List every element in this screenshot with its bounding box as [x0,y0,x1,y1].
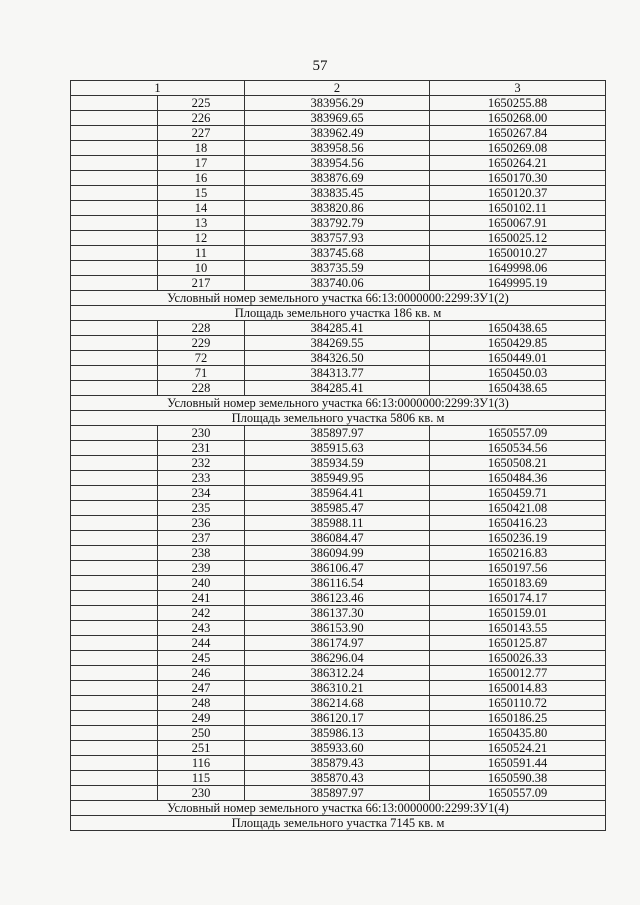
parcel-area-row [71,816,606,831]
point-number: 71 [158,366,245,381]
coordinate-y: 1650534.56 [430,441,606,456]
table-row [71,366,606,381]
faded-cell [71,666,158,681]
point-number: 239 [158,561,245,576]
faded-cell [71,501,158,516]
coordinate-x: 383956.29 [245,96,430,111]
table-row [71,771,606,786]
table-row [71,171,606,186]
table-row [71,531,606,546]
coordinate-x: 383876.69 [245,171,430,186]
faded-cell [71,111,158,126]
faded-cell [71,696,158,711]
table-row [71,96,606,111]
coordinate-y: 1649998.06 [430,261,606,276]
parcel-area-row [71,306,606,321]
coordinate-x: 383969.65 [245,111,430,126]
point-number: 250 [158,726,245,741]
point-number: 251 [158,741,245,756]
point-number: 228 [158,381,245,396]
point-number: 232 [158,456,245,471]
parcel-area: Площадь земельного участка 186 кв. м [71,306,606,321]
table-row [71,561,606,576]
coordinate-x: 383757.93 [245,231,430,246]
point-number: 242 [158,606,245,621]
coordinate-y: 1650110.72 [430,696,606,711]
point-number: 235 [158,501,245,516]
point-number: 237 [158,531,245,546]
coordinate-x: 383954.56 [245,156,430,171]
table-row [71,591,606,606]
faded-cell [71,96,158,111]
coordinate-x: 385915.63 [245,441,430,456]
table-row [71,576,606,591]
coordinate-y: 1650125.87 [430,636,606,651]
faded-cell [71,606,158,621]
coordinate-x: 386116.54 [245,576,430,591]
coordinate-x: 385870.43 [245,771,430,786]
table-row [71,471,606,486]
faded-cell [71,141,158,156]
coordinate-x: 386153.90 [245,621,430,636]
coordinate-x: 384313.77 [245,366,430,381]
coordinate-y: 1650067.91 [430,216,606,231]
faded-cell [71,771,158,786]
coordinate-x: 383735.59 [245,261,430,276]
coordinate-y: 1650429.85 [430,336,606,351]
point-number: 16 [158,171,245,186]
faded-cell [71,621,158,636]
coordinate-x: 386312.24 [245,666,430,681]
point-number: 17 [158,156,245,171]
table-row [71,351,606,366]
faded-cell [71,336,158,351]
coordinate-x: 385988.11 [245,516,430,531]
faded-cell [71,576,158,591]
parcel-title: Условный номер земельного участка 66:13:0000000:2299:ЗУ1(4) [71,801,606,816]
parcel-title: Условный номер земельного участка 66:13:0000000:2299:ЗУ1(3) [71,396,606,411]
parcel-title-row [71,291,606,306]
faded-cell [71,591,158,606]
faded-cell [71,186,158,201]
faded-cell [71,516,158,531]
faded-cell [71,381,158,396]
coordinate-y: 1650014.83 [430,681,606,696]
table-row [71,741,606,756]
coordinate-x: 384269.55 [245,336,430,351]
coordinate-y: 1650255.88 [430,96,606,111]
parcel-title-row [71,396,606,411]
coordinate-y: 1650216.83 [430,546,606,561]
coordinate-y: 1650183.69 [430,576,606,591]
coordinate-x: 383740.06 [245,276,430,291]
coordinate-x: 385985.47 [245,501,430,516]
coordinate-x: 386137.30 [245,606,430,621]
table-row [71,426,606,441]
coordinate-y: 1650459.71 [430,486,606,501]
coordinate-y: 1650416.23 [430,516,606,531]
header-col-3: 3 [430,81,606,96]
coordinate-x: 386174.97 [245,636,430,651]
table-row [71,651,606,666]
parcel-title: Условный номер земельного участка 66:13:0000000:2299:ЗУ1(2) [71,291,606,306]
coordinate-y: 1650508.21 [430,456,606,471]
faded-cell [71,681,158,696]
faded-cell [71,561,158,576]
table-row [71,621,606,636]
point-number: 228 [158,321,245,336]
table-row [71,321,606,336]
parcel-area-row [71,411,606,426]
faded-cell [71,366,158,381]
coordinate-y: 1650025.12 [430,231,606,246]
table-row [71,636,606,651]
coordinate-y: 1650186.25 [430,711,606,726]
faded-cell [71,441,158,456]
table-row [71,186,606,201]
coordinate-x: 385986.13 [245,726,430,741]
coordinate-x: 384285.41 [245,321,430,336]
coordinate-x: 385933.60 [245,741,430,756]
coordinate-y: 1650557.09 [430,426,606,441]
point-number: 247 [158,681,245,696]
coordinate-y: 1650264.21 [430,156,606,171]
faded-cell [71,741,158,756]
faded-cell [71,546,158,561]
point-number: 249 [158,711,245,726]
table-row [71,381,606,396]
point-number: 230 [158,426,245,441]
faded-cell [71,321,158,336]
faded-cell [71,636,158,651]
coordinate-y: 1650591.44 [430,756,606,771]
coordinate-y: 1650236.19 [430,531,606,546]
point-number: 10 [158,261,245,276]
coordinate-x: 386214.68 [245,696,430,711]
faded-cell [71,201,158,216]
point-number: 13 [158,216,245,231]
faded-cell [71,756,158,771]
coordinate-y: 1650268.00 [430,111,606,126]
faded-cell [71,261,158,276]
table-row [71,456,606,471]
table-row [71,201,606,216]
point-number: 15 [158,186,245,201]
coordinate-y: 1650026.33 [430,651,606,666]
faded-cell [71,651,158,666]
point-number: 240 [158,576,245,591]
faded-cell [71,426,158,441]
faded-cell [71,171,158,186]
point-number: 11 [158,246,245,261]
table-row [71,126,606,141]
faded-cell [71,471,158,486]
table-row [71,516,606,531]
coordinate-y: 1650438.65 [430,381,606,396]
faded-cell [71,156,158,171]
coordinate-y: 1650102.11 [430,201,606,216]
point-number: 238 [158,546,245,561]
faded-cell [71,711,158,726]
faded-cell [71,216,158,231]
coordinate-x: 385934.59 [245,456,430,471]
point-number: 241 [158,591,245,606]
faded-cell [71,246,158,261]
coordinate-y: 1650143.55 [430,621,606,636]
table-row [71,231,606,246]
coordinate-y: 1650557.09 [430,786,606,801]
faded-cell [71,786,158,801]
coordinate-x: 386094.99 [245,546,430,561]
point-number: 225 [158,96,245,111]
coordinate-x: 386310.21 [245,681,430,696]
point-number: 229 [158,336,245,351]
coordinate-y: 1650590.38 [430,771,606,786]
table-row [71,111,606,126]
coordinate-y: 1650159.01 [430,606,606,621]
table-row [71,216,606,231]
faded-cell [71,231,158,246]
table-row [71,756,606,771]
faded-cell [71,351,158,366]
point-number: 243 [158,621,245,636]
coordinate-y: 1650438.65 [430,321,606,336]
point-number: 248 [158,696,245,711]
point-number: 233 [158,471,245,486]
faded-cell [71,126,158,141]
point-number: 18 [158,141,245,156]
table-row [71,681,606,696]
coordinate-x: 384326.50 [245,351,430,366]
parcel-title-row [71,801,606,816]
point-number: 236 [158,516,245,531]
coordinate-y: 1650435.80 [430,726,606,741]
point-number: 226 [158,111,245,126]
table-row [71,696,606,711]
coordinate-x: 386120.17 [245,711,430,726]
table-row [71,261,606,276]
point-number: 227 [158,126,245,141]
table-row [71,486,606,501]
coordinate-x: 385879.43 [245,756,430,771]
table-row [71,276,606,291]
page-number: 57 [312,58,328,74]
coordinate-x: 386123.46 [245,591,430,606]
header-row [71,81,606,96]
table-row [71,501,606,516]
table-row [71,606,606,621]
coordinate-x: 383958.56 [245,141,430,156]
point-number: 231 [158,441,245,456]
point-number: 115 [158,771,245,786]
header-col-1: 1 [71,81,245,96]
table-row [71,786,606,801]
coordinate-x: 385897.97 [245,786,430,801]
coordinate-y: 1650174.17 [430,591,606,606]
coordinate-y: 1650450.03 [430,366,606,381]
table-row [71,666,606,681]
coordinate-x: 385964.41 [245,486,430,501]
faded-cell [71,486,158,501]
coordinate-x: 383835.45 [245,186,430,201]
coordinate-x: 383820.86 [245,201,430,216]
table-row [71,726,606,741]
coordinate-x: 386084.47 [245,531,430,546]
point-number: 246 [158,666,245,681]
coordinate-y: 1650197.56 [430,561,606,576]
point-number: 245 [158,651,245,666]
coordinate-y: 1650269.08 [430,141,606,156]
coordinate-y: 1650010.27 [430,246,606,261]
point-number: 72 [158,351,245,366]
point-number: 244 [158,636,245,651]
point-number: 230 [158,786,245,801]
table-row [71,246,606,261]
table-row [71,156,606,171]
coordinate-x: 385897.97 [245,426,430,441]
coordinate-y: 1650421.08 [430,501,606,516]
coordinate-y: 1649995.19 [430,276,606,291]
point-number: 234 [158,486,245,501]
coordinate-y: 1650524.21 [430,741,606,756]
coordinate-y: 1650120.37 [430,186,606,201]
coordinate-y: 1650449.01 [430,351,606,366]
table-row [71,546,606,561]
coordinate-y: 1650267.84 [430,126,606,141]
coordinate-x: 383962.49 [245,126,430,141]
table-row [71,336,606,351]
table-row [71,441,606,456]
header-col-2: 2 [245,81,430,96]
point-number: 116 [158,756,245,771]
point-number: 12 [158,231,245,246]
coordinates-table [70,80,606,831]
coordinate-y: 1650170.30 [430,171,606,186]
coordinate-x: 386106.47 [245,561,430,576]
table-row [71,711,606,726]
coordinate-x: 385949.95 [245,471,430,486]
parcel-area: Площадь земельного участка 5806 кв. м [71,411,606,426]
coordinate-x: 384285.41 [245,381,430,396]
coordinate-x: 386296.04 [245,651,430,666]
point-number: 217 [158,276,245,291]
parcel-area: Площадь земельного участка 7145 кв. м [71,816,606,831]
faded-cell [71,531,158,546]
coordinate-y: 1650484.36 [430,471,606,486]
faded-cell [71,276,158,291]
point-number: 14 [158,201,245,216]
coordinate-x: 383792.79 [245,216,430,231]
table-row [71,141,606,156]
coordinate-y: 1650012.77 [430,666,606,681]
faded-cell [71,726,158,741]
faded-cell [71,456,158,471]
coordinate-x: 383745.68 [245,246,430,261]
